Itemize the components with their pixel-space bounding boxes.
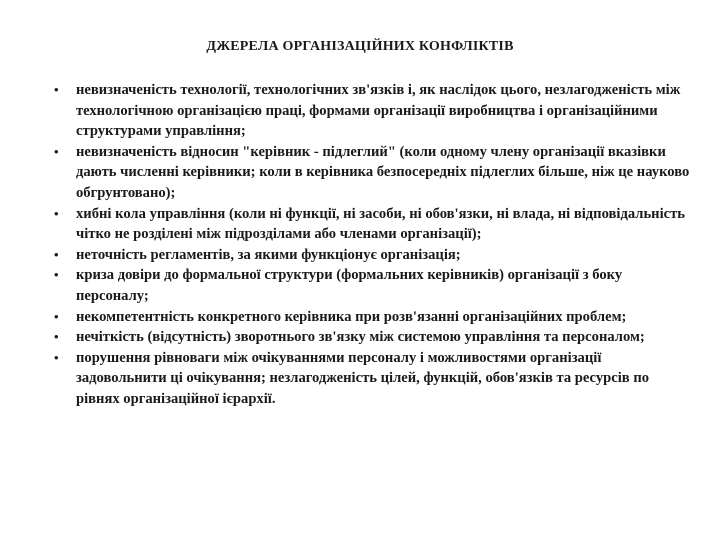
bullet-item (52, 348, 692, 410)
bullet-text: хибні кола управління (коли ні функції, ні засоби, ні обов'язки, ні влада, ні відповідальність чітко не розділені між підрозділами або членами організації); (76, 205, 685, 243)
bullet-item (52, 245, 692, 266)
bullet-icon: • (54, 329, 59, 345)
bullet-text: некомпетентність конкретного керівника при розв'язанні організаційних проблем; (76, 308, 627, 325)
bullet-text: нечіткість (відсутність) зворотнього зв'язку між системою управління та персоналом; (76, 329, 645, 346)
bullet-icon: • (54, 308, 59, 324)
bullet-list (52, 80, 692, 410)
bullet-text: невизначеність технології, технологічних зв'язків і, як наслідок цього, незлагодженість між технологічною організацією праці, формами організації виробництва і організаційними структурами управління; (76, 82, 681, 140)
bullet-icon: • (54, 205, 59, 221)
bullet-item (52, 327, 692, 348)
bullet-item (52, 204, 692, 245)
bullet-item (52, 307, 692, 328)
bullet-item (52, 80, 692, 142)
bullet-icon: • (54, 143, 59, 159)
bullet-icon: • (54, 246, 59, 262)
bullet-icon: • (54, 267, 59, 283)
bullet-text: неточність регламентів, за якими функціонує організація; (76, 246, 461, 263)
bullet-icon: • (54, 349, 59, 365)
bullet-item (52, 265, 692, 306)
bullet-text: криза довіри до формальної структури (формальних керівників) організації з боку персоналу; (76, 267, 623, 304)
bullet-item (52, 142, 692, 204)
bullet-text: порушення рівноваги між очікуваннями персоналу і можливостями організації задовольнити ці очікування; незлагодженість цілей, функцій, обов'язків та ресурсів по рівнях організаційної ієрархії. (76, 349, 650, 407)
bullet-icon: • (54, 82, 59, 97)
bullet-text: невизначеність відносин "керівник - підлеглий" (коли одному члену організації вказівки дають численні керівники; коли в керівника безпосередніх підлеглих більше, ніж це науково обгрунтовано); (76, 143, 690, 201)
slide-title: ДЖЕРЕЛА ОРГАНІЗАЦІЙНИХ КОНФЛІКТІВ (206, 39, 514, 54)
